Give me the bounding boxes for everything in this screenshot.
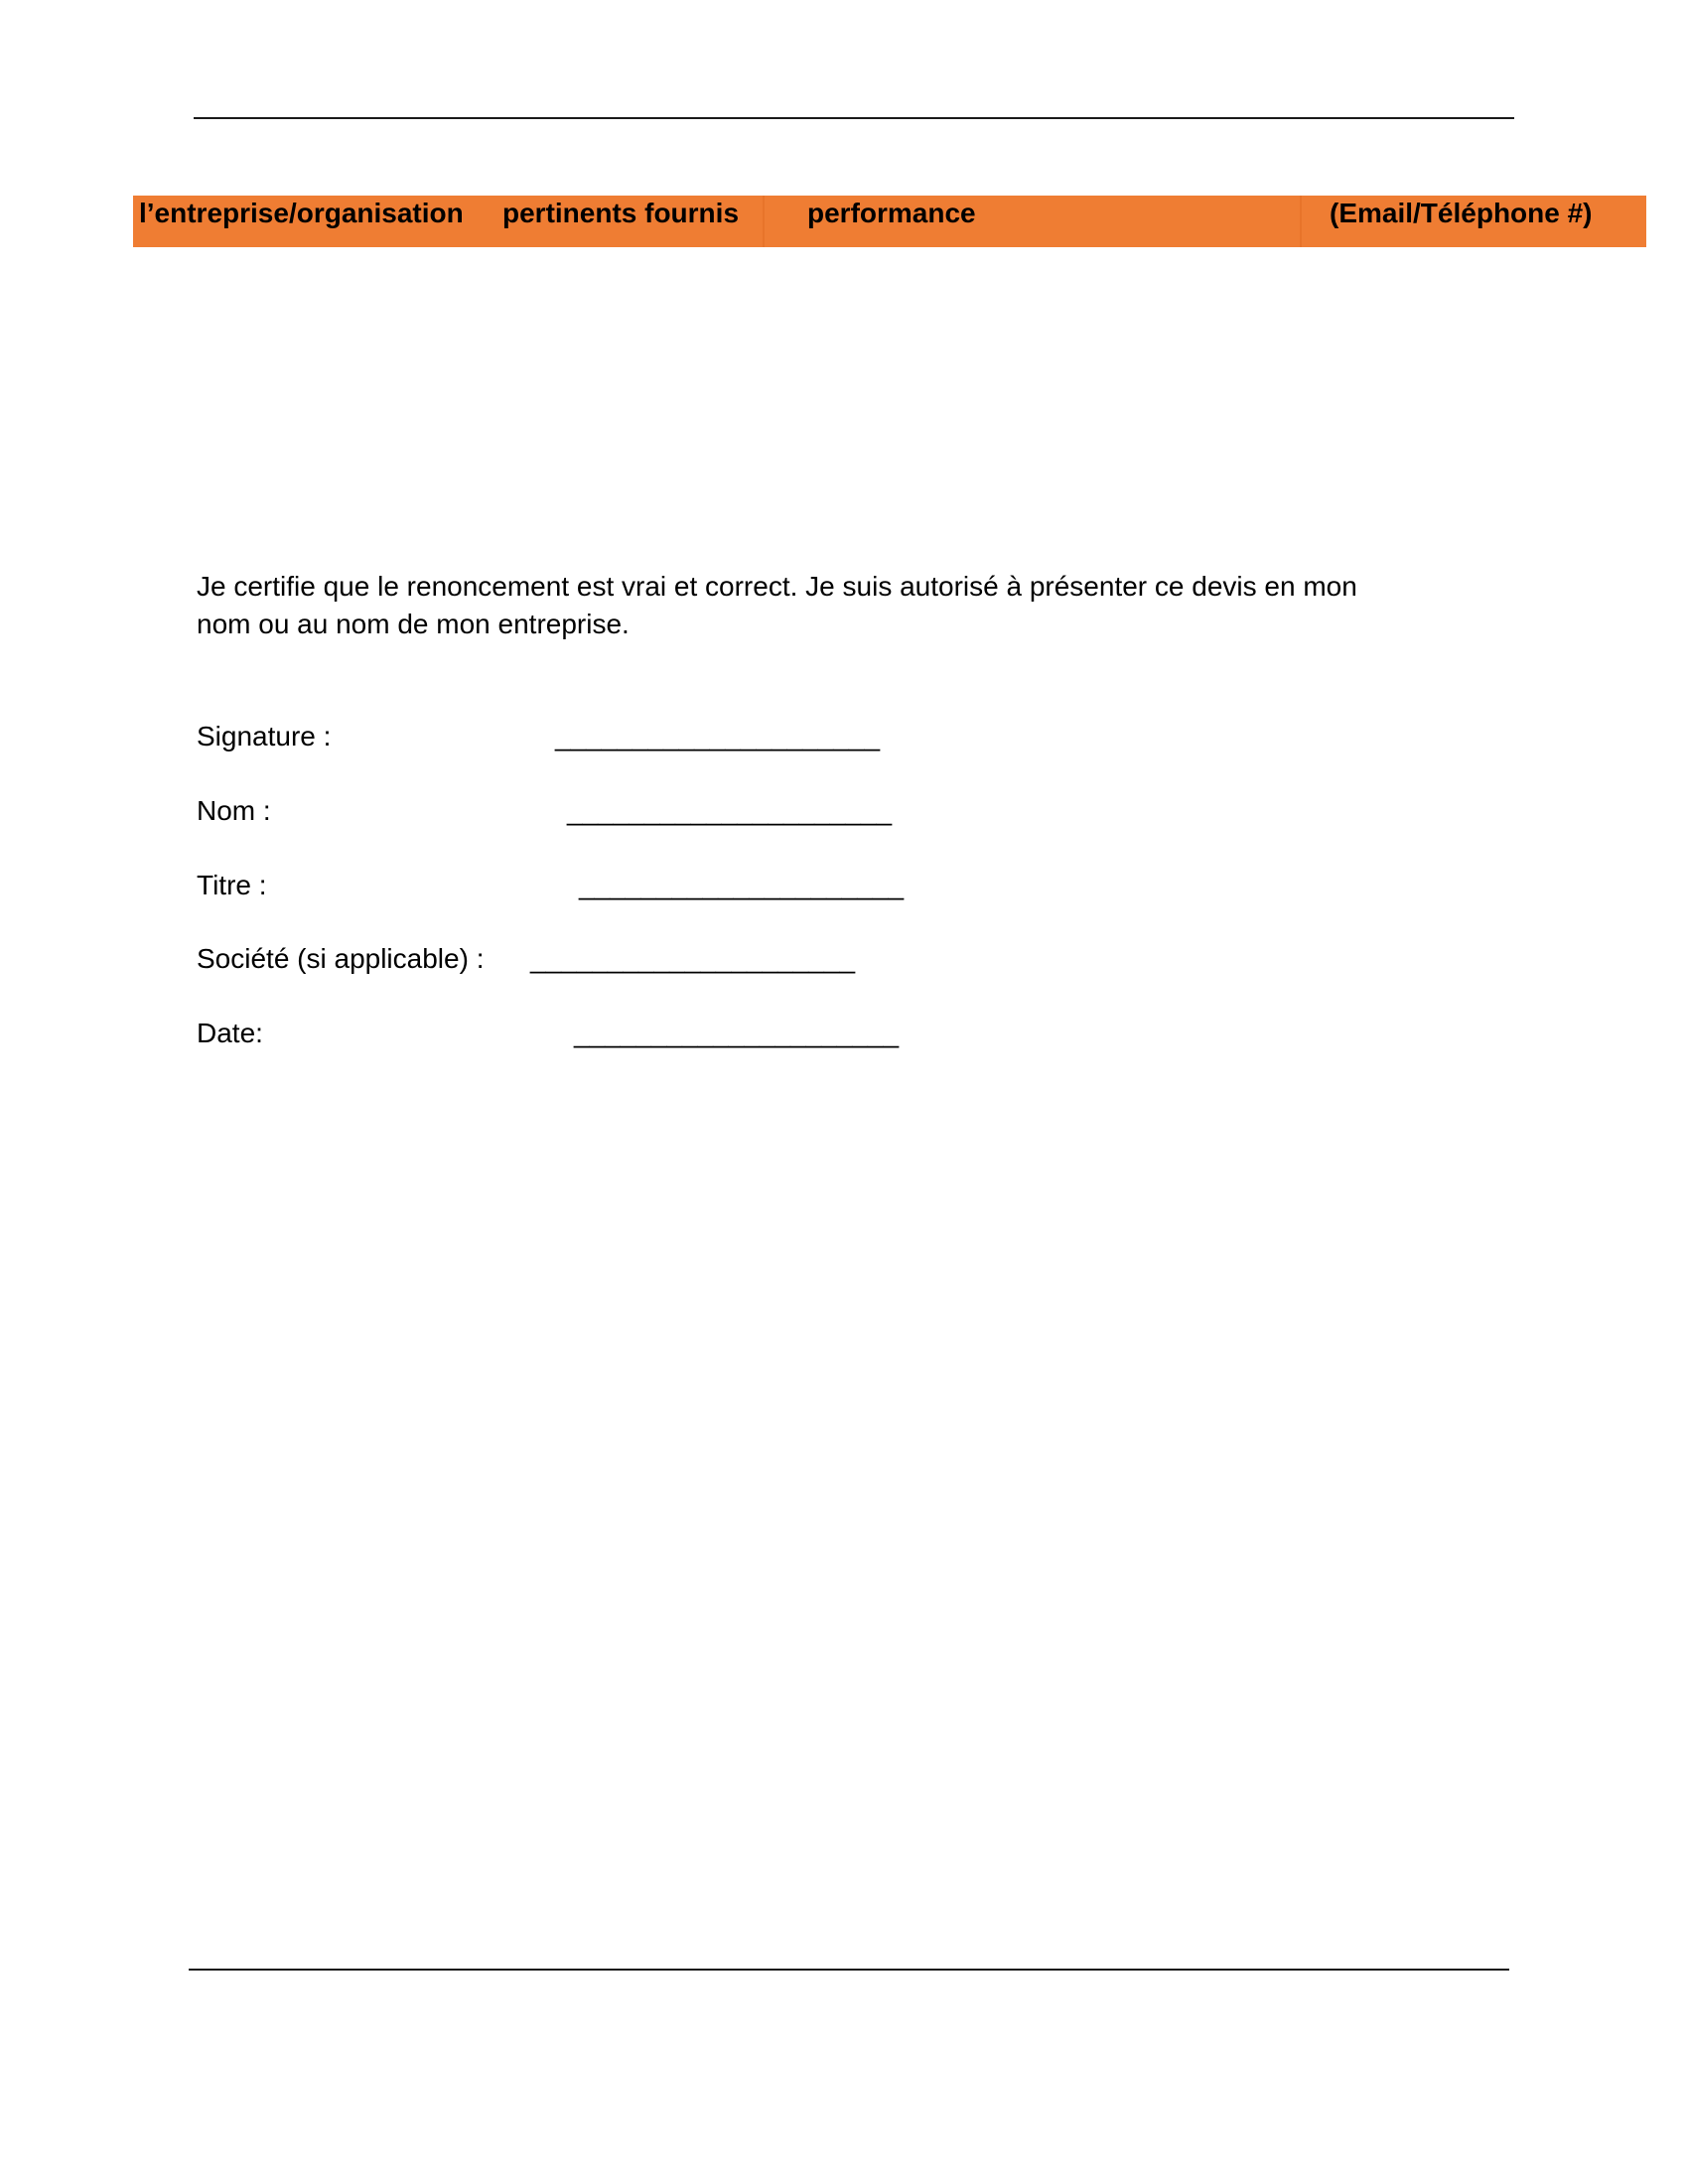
header-cell-organisation: l’entreprise/organisation — [139, 198, 464, 228]
bottom-rule — [189, 1969, 1509, 1971]
name-label: Nom : — [197, 795, 271, 826]
header-column-divider — [763, 196, 765, 247]
signature-field[interactable]: _____________________ — [555, 721, 881, 751]
date-field[interactable]: _____________________ — [574, 1018, 900, 1048]
certification-line-2: nom ou au nom de mon entreprise. — [197, 609, 630, 639]
header-cell-contact: (Email/Téléphone #) — [1330, 198, 1593, 228]
top-rule — [194, 117, 1514, 119]
certification-statement — [197, 568, 1517, 643]
header-column-divider — [1300, 196, 1302, 247]
header-cell-performance: performance — [807, 198, 976, 228]
company-label: Société (si applicable) : — [197, 943, 485, 974]
date-label: Date: — [197, 1018, 263, 1048]
name-field[interactable]: _____________________ — [567, 795, 893, 826]
certification-line-1: Je certifie que le renoncement est vrai et correct. Je suis autorisé à présenter ce devis en mon — [197, 571, 1357, 602]
title-field[interactable]: _____________________ — [579, 870, 905, 900]
signature-label: Signature : — [197, 721, 332, 751]
company-field[interactable]: _____________________ — [530, 943, 856, 974]
title-label: Titre : — [197, 870, 267, 900]
header-cell-pertinents: pertinents fournis — [502, 198, 740, 228]
table-header-row — [133, 196, 1646, 247]
